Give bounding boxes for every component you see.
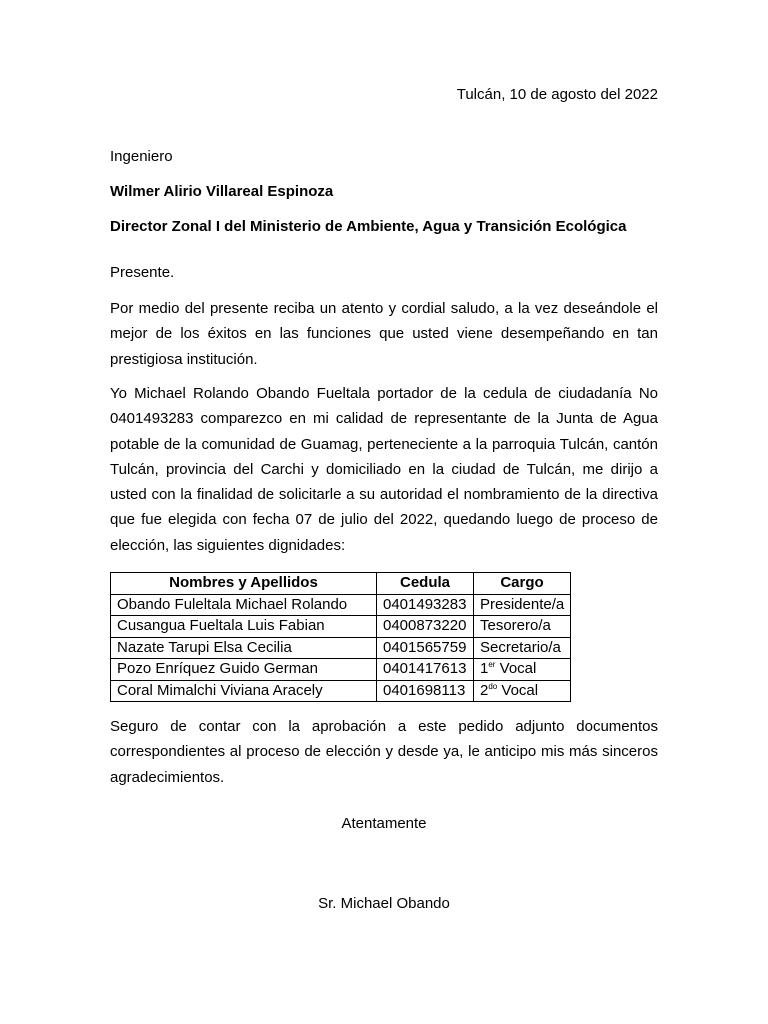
cargo-rest: Vocal [495, 660, 537, 678]
cell-cargo [474, 659, 571, 681]
header-cedula: Cedula [377, 573, 474, 595]
cell-name: Coral Mimalchi Viviana Aracely [111, 680, 377, 702]
cargo-rest: Vocal [497, 681, 539, 699]
cell-name: Nazate Tarupi Elsa Cecilia [111, 637, 377, 659]
table-row [111, 680, 571, 702]
cargo-ordinal-suffix: do [488, 681, 498, 691]
cargo-number: 1 [480, 660, 489, 678]
table-row [111, 637, 571, 659]
request-paragraph: Yo Michael Rolando Obando Fueltala portador de la cedula de ciudadanía No 0401493283 comparezco en mi calidad de representante de la Junta de Agua potable de la comunidad de Guamag, perteneciente a la parroquia Tulcán, cantón Tulcán, provincia del Carchi y domiciliado en la ciudad de Tulcán, me dirijo a usted con la finalidad de solicitarle a su autoridad el nombramiento de la directiva que fue elegida con fecha 07 de julio del 2022, quedando luego de proceso de elección, las siguientes dignidades: [110, 385, 658, 554]
cell-name: Pozo Enríquez Guido German [111, 659, 377, 681]
intro-paragraph: Por medio del presente reciba un atento y cordial saludo, a la vez deseándole el mejor de los éxitos en las funciones que usted viene desempeñando en tan prestigiosa institución. [110, 300, 658, 368]
cell-cargo [474, 616, 571, 638]
closing-paragraph: Seguro de contar con la aprobación a este pedido adjunto documentos correspondientes al proceso de elección y desde ya, le anticipo mis más sinceros agradecimientos. [110, 718, 658, 786]
table-row [111, 659, 571, 681]
table-header-row [111, 573, 571, 595]
closing-word: Atentamente [341, 815, 427, 832]
cell-cargo [474, 680, 571, 702]
cargo-text: Presidente/a [480, 595, 565, 613]
cargo-ordinal-suffix: er [488, 660, 496, 670]
table-row [111, 594, 571, 616]
recipient-position: Director Zonal I del Ministerio de Ambiente, Agua y Transición Ecológica [110, 218, 627, 235]
cell-cedula: 0401417613 [377, 659, 474, 681]
cargo-text: Secretario/a [480, 638, 561, 656]
header-names: Nombres y Apellidos [111, 573, 377, 595]
cargo-text: Tesorero/a [480, 617, 551, 635]
cargo-number: 2 [480, 681, 489, 699]
cell-cargo [474, 594, 571, 616]
cell-cedula: 0401698113 [377, 680, 474, 702]
table-row [111, 616, 571, 638]
cell-cargo [474, 637, 571, 659]
signature-name: Sr. Michael Obando [318, 895, 450, 912]
presente-text: Presente. [110, 264, 175, 281]
cell-cedula: 0401565759 [377, 637, 474, 659]
cell-cedula: 0400873220 [377, 616, 474, 638]
header-cargo: Cargo [474, 573, 571, 595]
cell-cedula: 0401493283 [377, 594, 474, 616]
cell-name: Cusangua Fueltala Luis Fabian [111, 616, 377, 638]
letter-date: Tulcán, 10 de agosto del 2022 [456, 86, 658, 103]
salutation-title: Ingeniero [110, 148, 173, 165]
recipient-name: Wilmer Alirio Villareal Espinoza [110, 183, 334, 200]
cell-name: Obando Fuleltala Michael Rolando [111, 594, 377, 616]
dignities-table [110, 572, 571, 702]
